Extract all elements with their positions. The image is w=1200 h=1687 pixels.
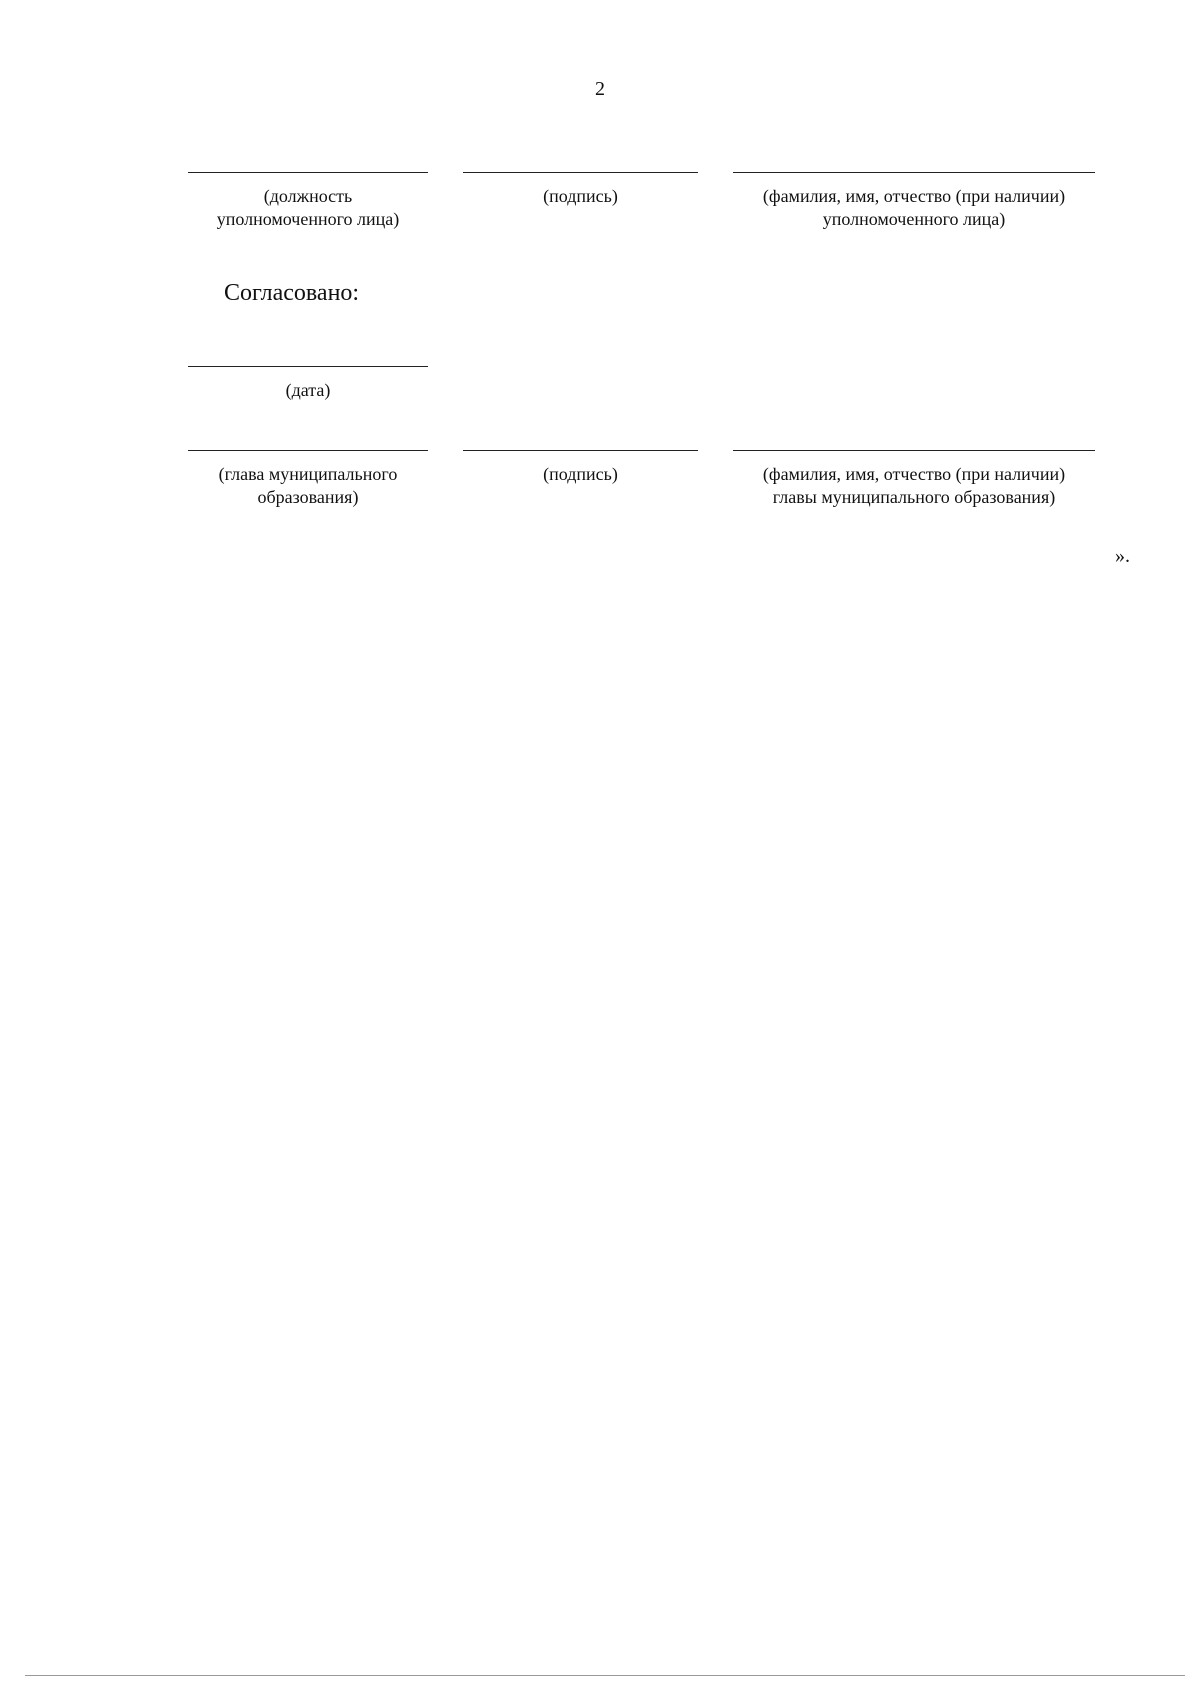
date-field [188, 366, 428, 402]
head-position-field [188, 450, 428, 509]
agreed-label: Согласовано: [224, 280, 360, 306]
head-name-field [733, 450, 1095, 509]
page-number: 2 [595, 78, 605, 100]
head-position-caption: (глава муниципального образования) [218, 464, 398, 507]
authorized-signature-line [463, 172, 698, 173]
date-line [188, 366, 428, 367]
head-name-caption: (фамилия, имя, отчество (при наличии) главы муниципального образования) [762, 464, 1066, 507]
head-signature-caption: (подпись) [543, 464, 618, 484]
authorized-position-field [188, 172, 428, 231]
authorized-position-caption: (должность уполномоченного лица) [216, 186, 400, 229]
authorized-position-line [188, 172, 428, 173]
authorized-name-line [733, 172, 1095, 173]
head-signature-line [463, 450, 698, 451]
head-position-line [188, 450, 428, 451]
authorized-name-caption: (фамилия, имя, отчество (при наличии) уполномоченного лица) [762, 186, 1066, 229]
date-caption: (дата) [285, 380, 331, 400]
authorized-signature-caption: (подпись) [543, 186, 618, 206]
head-signature-field [463, 450, 698, 486]
authorized-signature-field [463, 172, 698, 208]
closing-quote-mark: ». [1115, 545, 1130, 567]
head-name-line [733, 450, 1095, 451]
bottom-rule [25, 1675, 1185, 1676]
authorized-name-field [733, 172, 1095, 231]
